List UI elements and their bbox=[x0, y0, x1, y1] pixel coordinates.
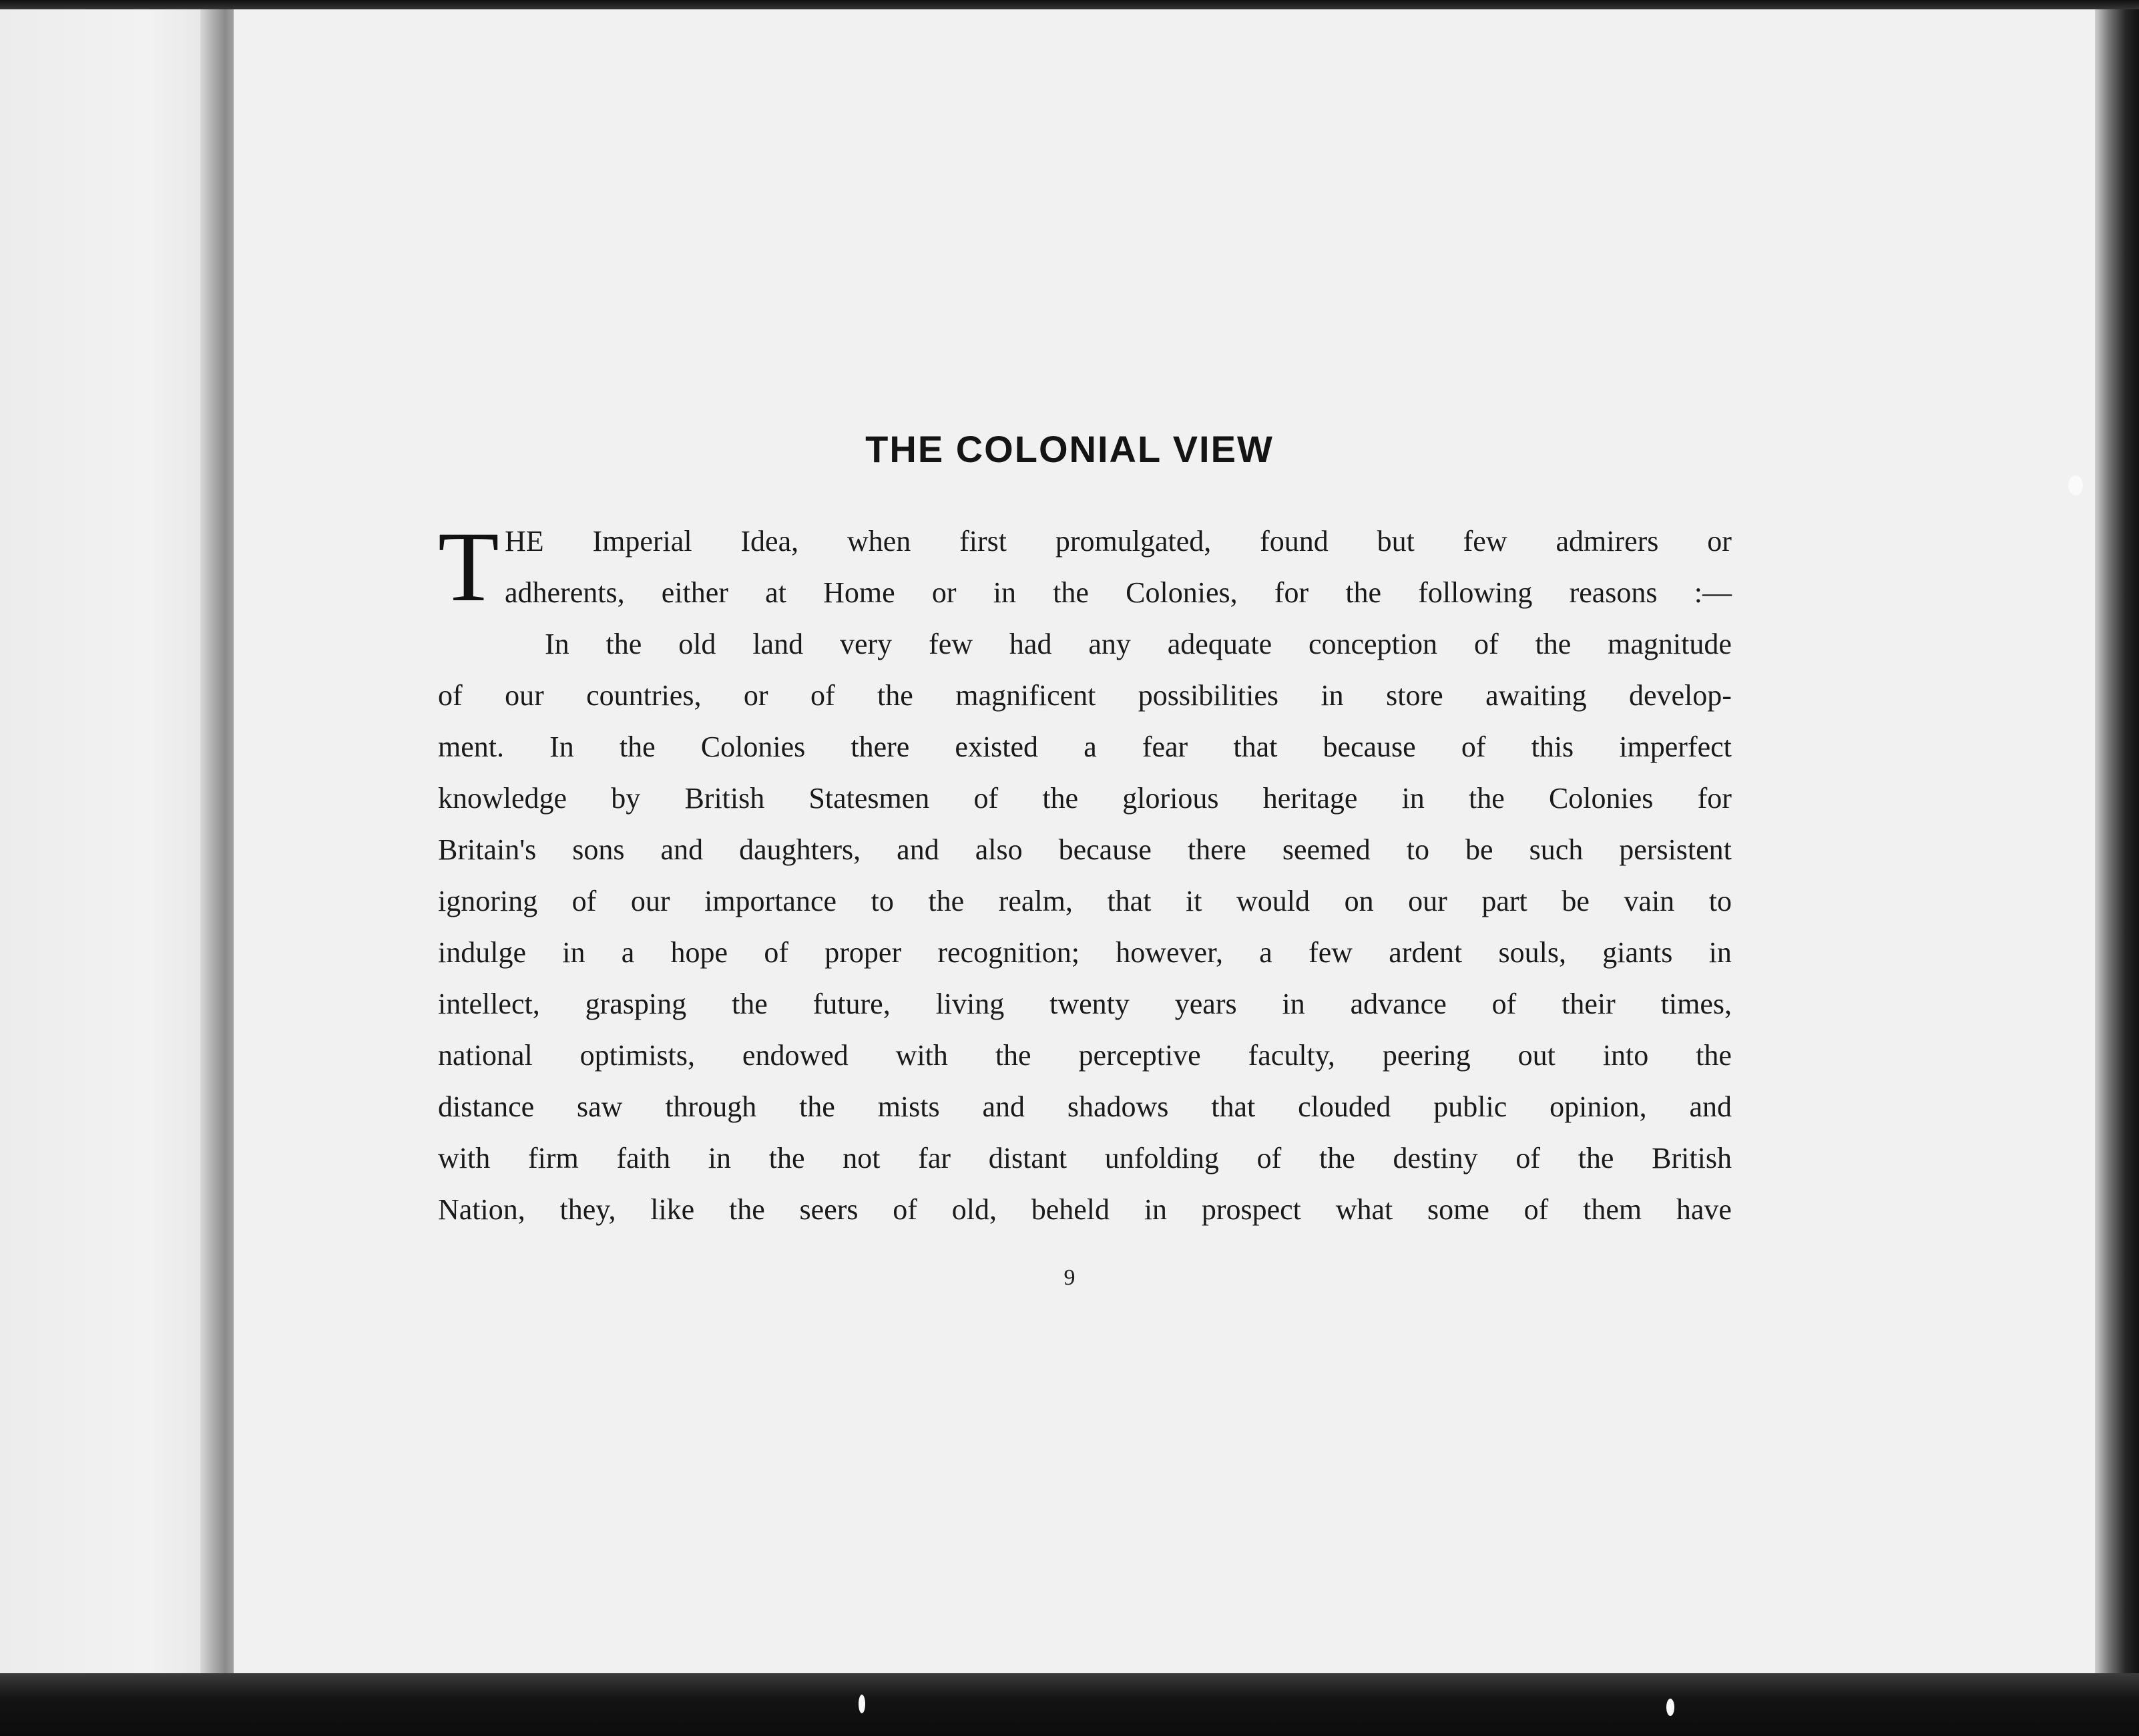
word: in bbox=[1282, 988, 1305, 1020]
word: national bbox=[438, 1039, 533, 1072]
word: and bbox=[897, 833, 939, 866]
word: seemed bbox=[1282, 833, 1371, 866]
word: giants bbox=[1602, 936, 1673, 969]
word: Home bbox=[823, 576, 895, 609]
text-line bbox=[438, 1132, 1732, 1184]
word: Idea, bbox=[740, 525, 799, 558]
word: not bbox=[843, 1142, 881, 1174]
word: part bbox=[1481, 885, 1527, 917]
word: that bbox=[1233, 730, 1278, 763]
word: our bbox=[630, 885, 670, 917]
body-text bbox=[438, 511, 1732, 1235]
word: out bbox=[1517, 1039, 1556, 1072]
word: few bbox=[929, 628, 973, 660]
word: Statesmen bbox=[808, 782, 930, 815]
word: firm bbox=[527, 1142, 579, 1174]
text-line bbox=[438, 773, 1732, 824]
word: glorious bbox=[1122, 782, 1219, 815]
word: of bbox=[1491, 988, 1517, 1020]
word: the bbox=[1535, 628, 1572, 660]
word: a bbox=[1259, 936, 1272, 969]
word: magnitude bbox=[1608, 628, 1732, 660]
word: but bbox=[1377, 525, 1415, 558]
word: some bbox=[1427, 1193, 1489, 1226]
word: ardent bbox=[1389, 936, 1463, 969]
word: that bbox=[1107, 885, 1152, 917]
word: their bbox=[1562, 988, 1616, 1020]
word: times, bbox=[1660, 988, 1732, 1020]
word: that bbox=[1211, 1090, 1256, 1123]
word: promulgated, bbox=[1055, 525, 1212, 558]
word: and bbox=[660, 833, 704, 866]
word: Britain's bbox=[438, 833, 537, 866]
word: optimists, bbox=[579, 1039, 696, 1072]
word: beheld bbox=[1031, 1193, 1110, 1226]
word: indulge bbox=[438, 936, 526, 969]
word: following bbox=[1418, 576, 1533, 609]
word: of bbox=[810, 679, 835, 712]
word: in bbox=[708, 1142, 732, 1174]
word: future, bbox=[812, 988, 891, 1020]
facing-page-left bbox=[0, 9, 212, 1679]
word: imperfect bbox=[1619, 730, 1732, 763]
word: awaiting bbox=[1485, 679, 1587, 712]
word: by bbox=[611, 782, 641, 815]
scan-speck bbox=[859, 1695, 865, 1713]
word: a bbox=[621, 936, 635, 969]
word: because bbox=[1323, 730, 1416, 763]
text-line bbox=[438, 618, 1732, 670]
word: the bbox=[1578, 1142, 1614, 1174]
word: of bbox=[973, 782, 999, 815]
word: in bbox=[1144, 1193, 1168, 1226]
word: the bbox=[928, 885, 965, 917]
word: Colonies bbox=[1548, 782, 1654, 815]
word: proper bbox=[824, 936, 902, 969]
word: destiny bbox=[1393, 1142, 1478, 1174]
word: Colonies, bbox=[1126, 576, 1238, 609]
page-title: THE COLONIAL VIEW bbox=[865, 428, 1274, 470]
word: first bbox=[959, 525, 1007, 558]
word: and bbox=[982, 1090, 1025, 1123]
word: endowed bbox=[742, 1039, 849, 1072]
word: what bbox=[1335, 1193, 1393, 1226]
word: on bbox=[1344, 885, 1374, 917]
word: because bbox=[1058, 833, 1152, 866]
word: of bbox=[764, 936, 788, 969]
word: unfolding bbox=[1104, 1142, 1219, 1174]
word: seers bbox=[799, 1193, 859, 1226]
word: the bbox=[768, 1142, 805, 1174]
word: the bbox=[1345, 576, 1382, 609]
word: through bbox=[665, 1090, 757, 1123]
word: or bbox=[1707, 525, 1732, 558]
word: of bbox=[1473, 628, 1499, 660]
text-line bbox=[438, 670, 1732, 721]
word: realm, bbox=[998, 885, 1073, 917]
word: the bbox=[606, 628, 642, 660]
word: vain bbox=[1624, 885, 1675, 917]
text-line bbox=[505, 515, 1732, 567]
word: faculty, bbox=[1248, 1039, 1335, 1072]
word: the bbox=[877, 679, 913, 712]
word: the bbox=[1696, 1039, 1732, 1072]
word: adherents, bbox=[505, 576, 625, 609]
word: the bbox=[1469, 782, 1505, 815]
word: in bbox=[1401, 782, 1425, 815]
word: magnificent bbox=[955, 679, 1096, 712]
word: there bbox=[851, 730, 910, 763]
word: land bbox=[752, 628, 804, 660]
word: however, bbox=[1116, 936, 1223, 969]
word: our bbox=[505, 679, 544, 712]
text-line bbox=[505, 567, 1732, 618]
scan-bottom-border bbox=[0, 1673, 2139, 1736]
word: them bbox=[1583, 1193, 1642, 1226]
word: persistent bbox=[1619, 833, 1732, 866]
word: and bbox=[1689, 1090, 1732, 1123]
word: years bbox=[1174, 988, 1237, 1020]
word: ment. bbox=[438, 730, 504, 763]
word: sons bbox=[572, 833, 625, 866]
word: it bbox=[1186, 885, 1202, 917]
word: shadows bbox=[1067, 1090, 1169, 1123]
word: few bbox=[1309, 936, 1353, 969]
scan-speck bbox=[1666, 1699, 1674, 1716]
word: countries, bbox=[586, 679, 702, 712]
word: the bbox=[619, 730, 656, 763]
word: advance bbox=[1350, 988, 1447, 1020]
text-line bbox=[438, 927, 1732, 978]
word: peering bbox=[1382, 1039, 1471, 1072]
word: or bbox=[743, 679, 768, 712]
word: British bbox=[1652, 1142, 1732, 1174]
scan-speck bbox=[2068, 475, 2083, 495]
word: for bbox=[1697, 782, 1732, 815]
word: store bbox=[1386, 679, 1443, 712]
word: mists bbox=[877, 1090, 940, 1123]
word: In bbox=[549, 730, 574, 763]
word: Imperial bbox=[592, 525, 692, 558]
word: ignoring bbox=[438, 885, 538, 917]
word: when bbox=[847, 525, 911, 558]
word: of bbox=[1461, 730, 1486, 763]
word: importance bbox=[704, 885, 837, 917]
word: distance bbox=[438, 1090, 535, 1123]
word: of bbox=[571, 885, 597, 917]
word: of bbox=[438, 679, 463, 712]
word: this bbox=[1531, 730, 1574, 763]
word: old bbox=[678, 628, 716, 660]
word: clouded bbox=[1298, 1090, 1391, 1123]
scan-right-border bbox=[2095, 9, 2139, 1736]
word: fear bbox=[1142, 730, 1188, 763]
text-line bbox=[438, 978, 1732, 1030]
word: in bbox=[1321, 679, 1344, 712]
word: recognition; bbox=[937, 936, 1080, 969]
text-line bbox=[438, 1081, 1732, 1132]
word: knowledge bbox=[438, 782, 567, 815]
word: :— bbox=[1694, 576, 1732, 609]
word: daughters, bbox=[739, 833, 861, 866]
word: to bbox=[1708, 885, 1732, 917]
word: of bbox=[1523, 1193, 1549, 1226]
word: our bbox=[1408, 885, 1447, 917]
word: old, bbox=[951, 1193, 997, 1226]
word: either bbox=[661, 576, 728, 609]
word: into bbox=[1602, 1039, 1649, 1072]
word: the bbox=[1053, 576, 1089, 609]
word: adequate bbox=[1167, 628, 1272, 660]
word: living bbox=[935, 988, 1005, 1020]
word: Nation, bbox=[438, 1193, 525, 1226]
word: also bbox=[975, 833, 1023, 866]
word: of bbox=[1256, 1142, 1282, 1174]
word: Colonies bbox=[700, 730, 806, 763]
word: for bbox=[1274, 576, 1309, 609]
word: with bbox=[895, 1039, 948, 1072]
word: like bbox=[650, 1193, 695, 1226]
word: had bbox=[1009, 628, 1052, 660]
word: public bbox=[1433, 1090, 1507, 1123]
word: conception bbox=[1309, 628, 1438, 660]
word: there bbox=[1187, 833, 1246, 866]
word: in bbox=[993, 576, 1016, 609]
word: reasons bbox=[1569, 576, 1658, 609]
word: the bbox=[729, 1193, 765, 1226]
word: prospect bbox=[1201, 1193, 1301, 1226]
word: they, bbox=[559, 1193, 616, 1226]
word: found bbox=[1260, 525, 1329, 558]
word: grasping bbox=[585, 988, 687, 1020]
word: the bbox=[1319, 1142, 1355, 1174]
word: admirers bbox=[1556, 525, 1659, 558]
word: in bbox=[1708, 936, 1732, 969]
text-line bbox=[438, 1184, 1732, 1235]
word: opinion, bbox=[1550, 1090, 1647, 1123]
drop-cap: T bbox=[438, 511, 499, 622]
text-line bbox=[438, 721, 1732, 773]
word: develop- bbox=[1629, 679, 1732, 712]
word: hope bbox=[670, 936, 728, 969]
word: the bbox=[732, 988, 768, 1020]
word: distant bbox=[988, 1142, 1067, 1174]
word: HE bbox=[505, 525, 544, 558]
word: intellect, bbox=[438, 988, 540, 1020]
word: the bbox=[1042, 782, 1079, 815]
word: few bbox=[1463, 525, 1507, 558]
word: perceptive bbox=[1078, 1039, 1201, 1072]
word: would bbox=[1236, 885, 1311, 917]
word: In bbox=[545, 628, 569, 660]
word: British bbox=[684, 782, 765, 815]
word: or bbox=[931, 576, 957, 609]
word: of bbox=[1515, 1142, 1540, 1174]
word: to bbox=[1406, 833, 1430, 866]
word: be bbox=[1465, 833, 1493, 866]
word: possibilities bbox=[1138, 679, 1279, 712]
word: very bbox=[839, 628, 893, 660]
word: souls, bbox=[1498, 936, 1566, 969]
word: existed bbox=[955, 730, 1039, 763]
word: faith bbox=[616, 1142, 671, 1174]
word: far bbox=[918, 1142, 951, 1174]
word: any bbox=[1088, 628, 1131, 660]
word: in bbox=[562, 936, 585, 969]
word: saw bbox=[577, 1090, 623, 1123]
word: the bbox=[799, 1090, 835, 1123]
word: to bbox=[871, 885, 894, 917]
text-line bbox=[438, 824, 1732, 875]
word: with bbox=[438, 1142, 491, 1174]
word: the bbox=[995, 1039, 1031, 1072]
word: twenty bbox=[1049, 988, 1130, 1020]
text-line bbox=[438, 875, 1732, 927]
word: have bbox=[1676, 1193, 1732, 1226]
text-line bbox=[438, 1030, 1732, 1081]
word: be bbox=[1562, 885, 1590, 917]
word: of bbox=[893, 1193, 917, 1226]
word: heritage bbox=[1262, 782, 1358, 815]
page-number: 9 bbox=[1063, 1265, 1076, 1290]
word: a bbox=[1084, 730, 1097, 763]
word: at bbox=[765, 576, 786, 609]
word: such bbox=[1529, 833, 1584, 866]
